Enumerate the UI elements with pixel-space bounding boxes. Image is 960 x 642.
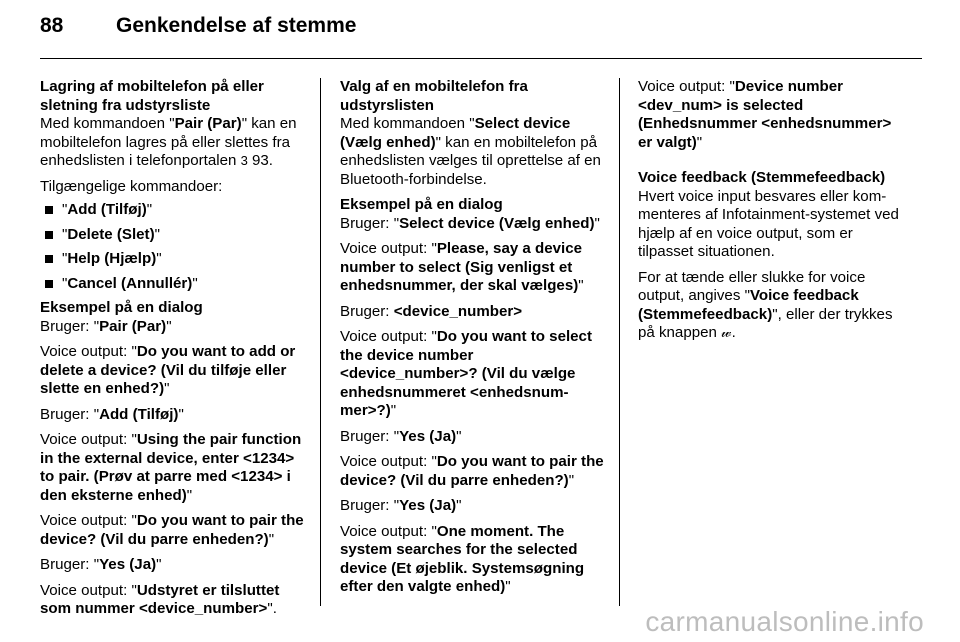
voice-feedback-toggle: For at tænde eller slukke for voice output, angives "Voice feedback (Stemmefeedback)", eller der trykkes på knappen 𝓌. (638, 268, 893, 341)
list-item: "Delete (Slet)" (40, 226, 308, 245)
column-3 (638, 78, 906, 350)
column-divider-1 (320, 78, 321, 606)
column-2 (340, 78, 608, 604)
dialog-line: Voice output: "Do you want to pair the device? (Vil du parre enheden?)" (40, 512, 304, 548)
dialog-line: Bruger: <device_number> (340, 302, 523, 320)
dialog-line: Bruger: "Add (Tilføj)" (40, 405, 184, 423)
dialog-line: Voice output: "Please, say a device number to select (Sig venligst et enhedsnummer, der skal vælges)" (340, 240, 584, 294)
commands-label: Tilgængelige kommandoer: (40, 177, 223, 195)
command-delete: Delete (Slet) (67, 225, 155, 243)
column-divider-2 (619, 78, 620, 606)
column-1 (40, 78, 308, 626)
select-intro: Med kommandoen "Select device (Vælg enhed)" kan en mobiltelefon på enhedslisten vælges til oprettelse af en Bluetooth-forbindelse. (340, 115, 601, 188)
command-cancel: Cancel (Annullér) (67, 274, 193, 292)
page-ref: 93. (247, 152, 273, 169)
bullet-icon (45, 206, 53, 214)
dialog-line: Voice output: "Using the pair function in the external device, enter <1234> to pair. (Prøv at parre med <1234> i den eksterne enhed)" (40, 431, 302, 504)
list-item: "Cancel (Annullér)" (40, 275, 308, 294)
example-heading: Eksempel på en dialog (40, 299, 203, 316)
dialog-line: Bruger: "Pair (Par)" (40, 317, 172, 335)
dialog-line: Voice output: "Device number <dev_num> is selected (Enhedsnummer <enhedsnummer> er valgt)" (638, 78, 892, 151)
list-item: "Add (Tilføj)" (40, 201, 308, 220)
header-rule (40, 58, 922, 59)
dialog-line: Bruger: "Yes (Ja)" (340, 427, 462, 445)
commands-list (40, 201, 308, 293)
dialog-line: Bruger: "Yes (Ja)" (340, 497, 462, 514)
voice-feedback-description: Hvert voice input besvares eller kom-menteres af Infotainment-systemet ved hjælp af en voice output, som er tilpasset situationen. (638, 187, 899, 260)
command-add: Add (Tilføj) (67, 201, 147, 218)
page-title: Genkendelse af stemme (116, 14, 357, 37)
bullet-icon (45, 231, 53, 239)
dialog-line: Voice output: "One moment. The system searches for the selected device (Et øjeblik. Systemsøgning efter den valgte enhed)" (340, 522, 585, 595)
section-heading-voice-feedback: Voice feedback (Stemmefeedback) (638, 169, 886, 186)
dialog-line: Voice output: "Do you want to select the device number <device_number>? (Vil du vælge enhedsnummeret <enhedsnum-mer>?)" (340, 328, 592, 419)
example-heading: Eksempel på en dialog (340, 196, 503, 213)
bullet-icon (45, 255, 53, 263)
section-heading-select: Valg af en mobiltelefon fra udstyrslisten (340, 78, 528, 114)
dialog-line: Voice output: "Do you want to add or delete a device? (Vil du tilføje eller slette en enhed?)" (40, 343, 296, 397)
dialog-line: Voice output: "Do you want to pair the device? (Vil du parre enheden?)" (340, 453, 604, 489)
dialog-line: Voice output: "Udstyret er tilsluttet som nummer <device_number>". (40, 581, 280, 617)
intro-prefix: Med kommandoen " (40, 115, 175, 132)
voice-button-icon: 𝓌 (721, 324, 732, 341)
page-header (40, 14, 356, 50)
command-help: Help (Hjælp) (67, 250, 157, 267)
dialog-line: Bruger: "Select device (Vælg enhed)" (340, 214, 600, 232)
page-number: 88 (40, 14, 64, 37)
watermark: carmanualsonline.info (645, 606, 924, 637)
intro-suffix: " kan en mobiltelefon lagres på eller slettes fra enhedslisten i telefonportalen (40, 115, 297, 169)
list-item: "Help (Hjælp)" (40, 250, 308, 269)
dialog-line: Bruger: "Yes (Ja)" (40, 556, 162, 573)
pairing-intro (40, 115, 308, 171)
page-ref-arrow-icon: 3 (240, 153, 248, 168)
bullet-icon (45, 280, 53, 288)
select-command: Select device (Vælg enhed) (340, 115, 571, 151)
voice-feedback-command: Voice feedback (Stemmefeedback) (638, 287, 859, 323)
pair-command: Pair (Par) (174, 115, 242, 132)
section-heading-pairing: Lagring af mobiltelefon på eller sletning fra udstyrsliste (40, 78, 264, 114)
